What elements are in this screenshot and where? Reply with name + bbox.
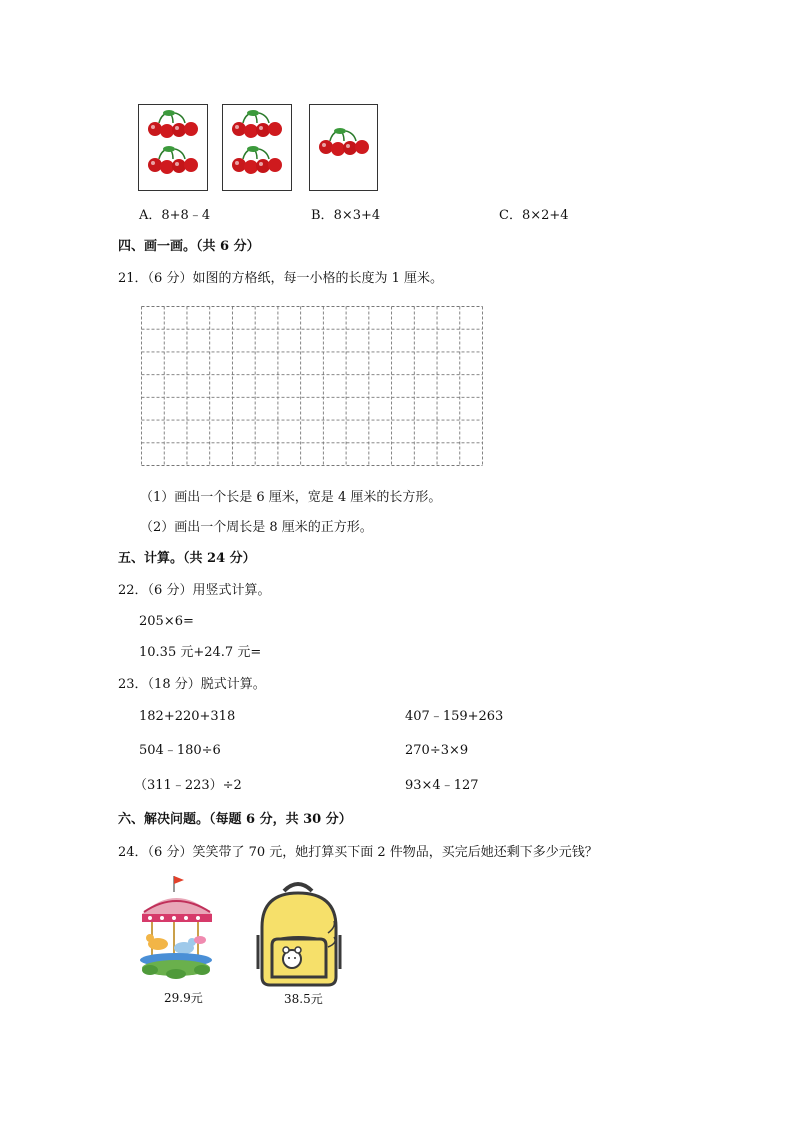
option-text: 8×2+4 xyxy=(521,208,569,223)
backpack-icon xyxy=(248,877,350,989)
q23-right-2: 270÷3×9 xyxy=(405,743,469,758)
q22-stem: 22．（6 分）用竖式计算。 xyxy=(118,583,271,598)
q21-sub2: （2）画出一个周长是 8 厘米的正方形。 xyxy=(140,520,373,535)
cherries-icon xyxy=(139,105,207,190)
grid-paper xyxy=(141,306,483,466)
option-c xyxy=(499,208,569,224)
option-letter: C． xyxy=(499,208,522,223)
q21-stem: 21．（6 分）如图的方格纸，每一小格的长度为 1 厘米。 xyxy=(118,271,443,286)
q24-stem: 24．（6 分）笑笑带了 70 元，她打算买下面 2 件物品，买完后她还剩下多少元钱？ xyxy=(118,845,598,860)
cherry-card-3 xyxy=(309,104,378,191)
option-text: 8×3+4 xyxy=(333,208,381,223)
q23-left-1: 182+220+318 xyxy=(139,709,236,724)
q23-right-1: 407﹣159+263 xyxy=(405,709,504,724)
option-b xyxy=(311,208,380,224)
q23-left-3: （311﹣223）÷2 xyxy=(134,778,242,793)
q23-stem: 23．（18 分）脱式计算。 xyxy=(118,677,266,692)
option-letter: A． xyxy=(139,208,162,223)
section-6-title: 六、解决问题。（每题 6 分，共 30 分） xyxy=(118,812,352,827)
q23-left-2: 504﹣180÷6 xyxy=(139,743,221,758)
q22-item-1: 205×6= xyxy=(139,614,194,629)
q23-right-3: 93×4﹣127 xyxy=(405,778,479,793)
q22-item-2: 10.35 元+24.7 元= xyxy=(139,645,262,660)
carousel-price: 29.9元 xyxy=(164,991,203,1005)
cherry-card-1 xyxy=(138,104,208,191)
option-text: 8+8﹣4 xyxy=(161,208,211,223)
section-4-title: 四、画一画。（共 6 分） xyxy=(118,239,260,254)
cherries-icon xyxy=(223,105,291,190)
section-5-title: 五、计算。（共 24 分） xyxy=(118,551,256,566)
option-letter: B． xyxy=(311,208,334,223)
cherries-icon xyxy=(310,105,377,190)
cherry-card-2 xyxy=(222,104,292,191)
q21-sub1: （1）画出一个长是 6 厘米，宽是 4 厘米的长方形。 xyxy=(140,490,442,505)
carousel-item xyxy=(136,874,218,1004)
carousel-icon xyxy=(136,874,218,984)
backpack-item xyxy=(248,877,350,1007)
option-a xyxy=(139,208,210,224)
backpack-price: 38.5元 xyxy=(284,992,323,1006)
